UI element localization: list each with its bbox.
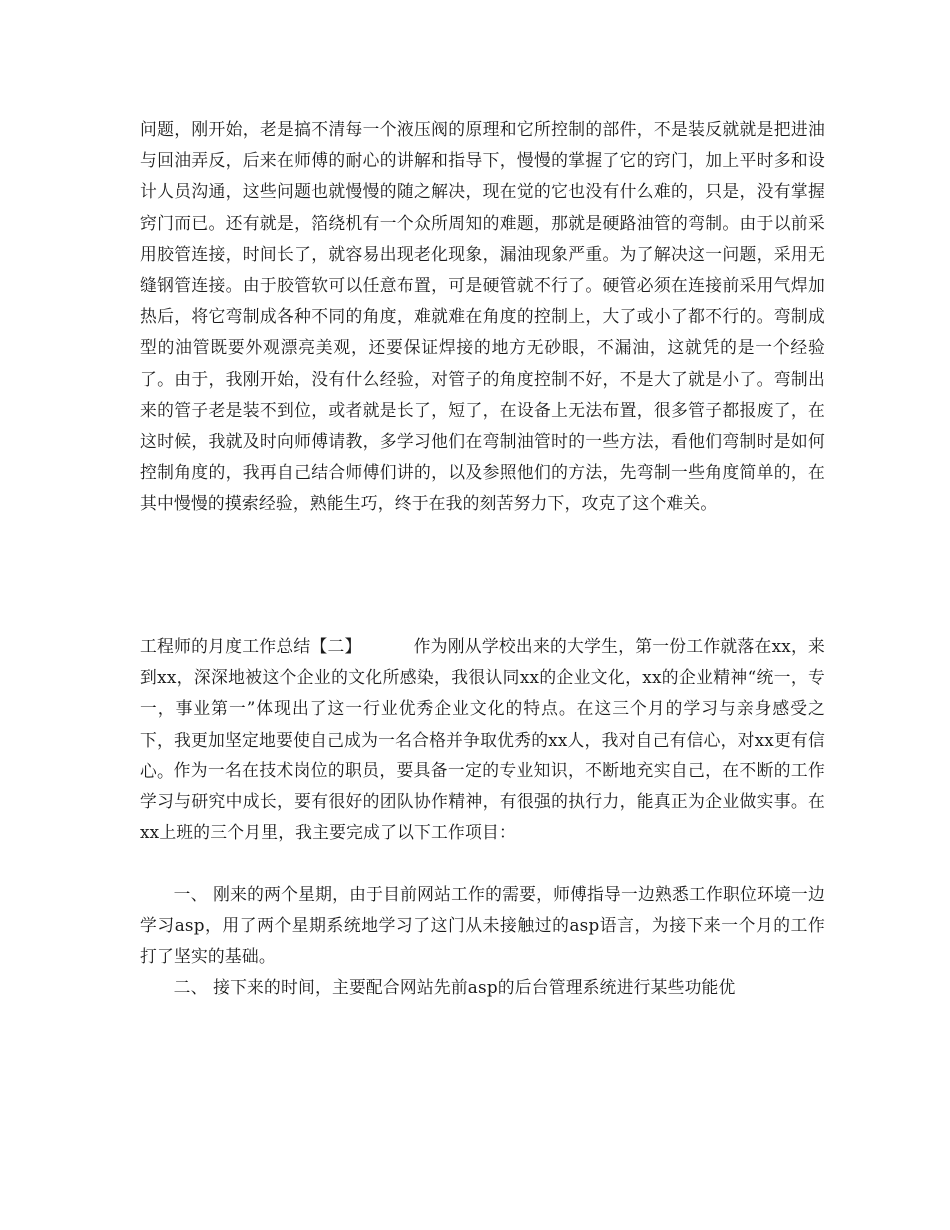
paragraph-text: 二、 接下来的时间，主要配合网站先前asp的后台管理系统进行某些功能优 [173, 977, 736, 997]
body-paragraph-1 [140, 114, 825, 520]
paragraph-text: 问题，刚开始，老是搞不清每一个液压阀的原理和它所控制的部件，不是装反就就是把进油与回油弄反，后来在师傅的耐心的讲解和指导下，慢慢的掌握了它的窍门，加上平时多和设计人员沟通，这些问题也就慢慢的随之解决，现在觉的它也没有什么难的，只是，没有掌握窍门而已。还有就是，箔绕机有一个众所周知的难题，那就是硬路油管的弯制。由于以前采用胶管连接，时间长了，就容易出现老化现象，漏油现象严重。为了解决这一问题，采用无缝钢管连接。由于胶管软可以任意布置，可是硬管就不行了。硬管必须在连接前采用气焊加热后，将它弯制成各种不同的角度，难就难在角度的控制上，大了或小了都不行的。弯制成型的油管既要外观漂亮美观，还要保证焊接的地方无砂眼，不漏油，这就凭的是一个经验了。由于，我刚开始，没有什么经验，对管子的角度控制不好，不是大了就是小了。弯制出来的管子老是装不到位，或者就是长了，短了，在设备上无法布置，很多管子都报废了，在这时候，我就及时向师傅请教，多学习他们在弯制油管时的一些方法，看他们弯制时是如何控制角度的，我再自己结合师傅们讲的，以及参照他们的方法，先弯制一些角度简单的，在其中慢慢的摸索经验，熟能生巧，终于在我的刻苦努力下，攻克了这个难关。 [140, 119, 825, 514]
body-paragraph-4 [140, 879, 825, 973]
body-paragraph-3 [140, 755, 825, 849]
section-heading: 工程师的月度工作总结【二】 [140, 636, 362, 656]
body-paragraph-5 [140, 972, 825, 1003]
paragraph-text: 作为一名在技术岗位的职员，要具备一定的专业知识，不断地充实自己，在不断的工作学习与研究中成长，要有很好的团队协作精神，有很强的执行力，能真正为企业做实事。在xx上班的三个月里，我主要完成了以下工作项目： [140, 760, 825, 843]
paragraph-text: 作为刚从学校出来的大学生，第一份工作就落在xx，来到xx，深深地被这个企业的文化所感染，我很认同xx的企业文化，xx的企业精神“统一，专一，事业第一”体现出了这一行业优秀企业文化的特点。在这三个月的学习与亲身感受之下，我更加坚定地要使自己成为一名合格并争取优秀的xx人，我对自己有信心，对xx更有信心。 [140, 636, 825, 781]
paragraph-text: 一、 刚来的两个星期，由于目前网站工作的需要，师傅指导一边熟悉工作职位环境一边学习asp，用了两个星期系统地学习了这门从未接触过的asp语言，为接下来一个月的工作打了坚实的基础。 [140, 884, 825, 967]
